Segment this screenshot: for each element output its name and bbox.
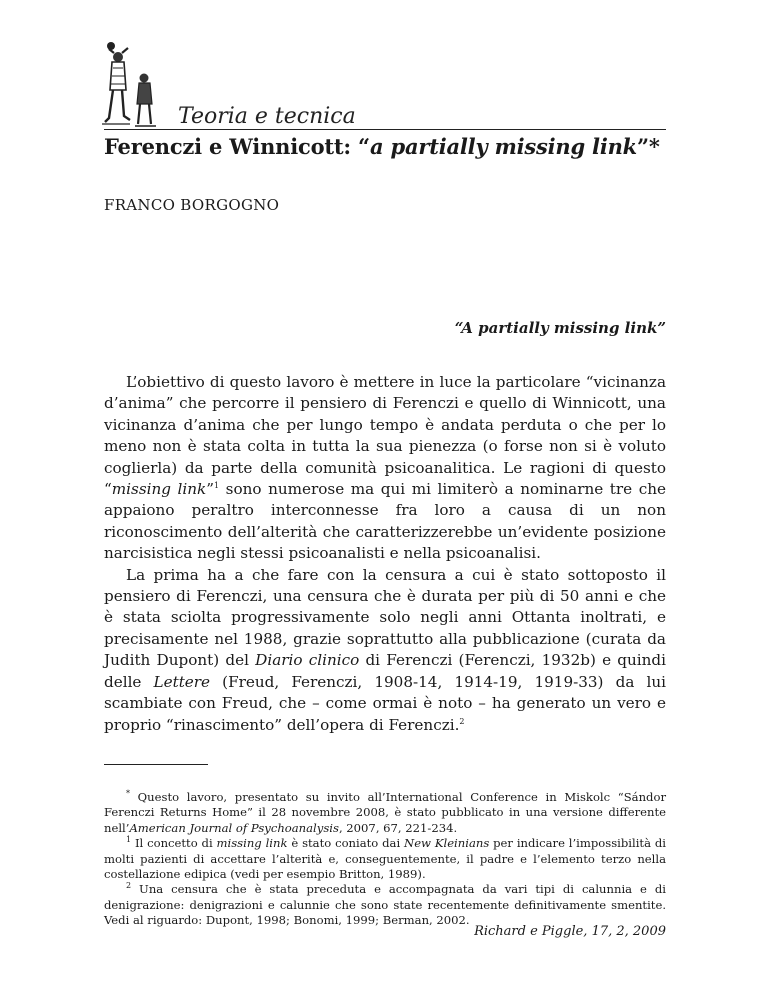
footnote-rule (104, 764, 208, 765)
footnote-ref-2[interactable]: 2 (459, 716, 465, 726)
text-run: L’obiettivo di questo lavoro è mettere in luce la particolare “vicinanza d’anima” che percorre il pensiero di Ferenczi e quello di Winnicott, una vicinanza d’anima che per lungo tempo è andata perduta o che per lo meno non è stata colta in tutta la sua pienezza (o forse non si è voluto coglierla) da parte della comunità psicoanalitica. Le ragioni di questo “ (104, 373, 666, 499)
text-run: per indicare l’impossibilità di molti pazienti di accettare l’alterità e, conseguentemente, il padre e l’elemento terzo nella costellazione edipica (vedi per esempio Britton, 1989). (104, 836, 666, 882)
paragraph-2 (104, 565, 666, 736)
paragraph-1 (104, 372, 666, 565)
text-run: Una censura che è stata preceduta e accompagnata da vari tipi di calunnia e di denigrazione: denigrazioni e calunnie che sono state recentemente definitivamente smentite. Vedi al riguardo: Dupont, 1998; Bonomi, 1999; Berman, 2002. (104, 882, 666, 928)
juggling-figures-illustration-icon (100, 40, 166, 132)
epigraph: “A partially missing link” (454, 319, 666, 337)
text-run: ” (206, 480, 214, 499)
journal-citation: Richard e Piggle, 17, 2, 2009 (474, 924, 666, 939)
footnotes (104, 790, 666, 929)
body-text (104, 372, 666, 736)
title-prefix: Ferenczi e Winnicott: “ (104, 134, 370, 159)
footnote-mark: 2 (126, 881, 132, 891)
footnote-ref-1[interactable]: 1 (214, 480, 220, 490)
text-run: La prima ha a che fare con la censura a cui è stato sottoposto il pensiero di Ferenczi, una censura che è durata per più di 50 anni e che è stata sciolta progressivamente solo negli anni Ottanta inoltrati, e precisamente nel 1988, grazie soprattutto alla pubblicazione (curata da Judith Dupont) del (104, 565, 666, 670)
text-run: Il concetto di (131, 836, 217, 851)
text-run: sono numerose ma qui mi limiterò a nominarne tre che appaiono peraltro interconnesse fra loro a causa di un non riconoscimento dell’alterità che caratterizzerebbe un’evidente posizione narcisistica negli stessi psicoanalisti e nella psicoanalisi. (104, 480, 666, 563)
footnote-star (104, 790, 666, 836)
header-rule (104, 129, 666, 130)
title-suffix: ”* (637, 134, 660, 159)
section-heading: Teoria e tecnica (178, 104, 356, 129)
text-run-italic: American Journal of Psychoanalysis (129, 820, 339, 835)
footnote-mark: 1 (126, 835, 132, 845)
text-run-italic: Lettere (153, 672, 211, 691)
title-italic: a partially missing link (369, 134, 638, 159)
footnote-mark: * (126, 789, 130, 799)
text-run-italic: missing link (216, 836, 288, 851)
text-run: (Freud, Ferenczi, 1908-14, 1914-19, 1919-33) da lui scambiate con Freud, che – come ormai è noto – ha generato un vero e proprio “rinascimento” dell’opera di Ferenczi. (104, 672, 666, 734)
text-run-italic: New Kleinians (404, 836, 490, 851)
author-name: FRANCO BORGOGNO (104, 196, 280, 214)
footnote-1 (104, 836, 666, 882)
text-run-italic: missing link (111, 480, 207, 499)
text-run: di Ferenczi (Ferenczi, 1932b) e quindi delle (104, 651, 667, 691)
text-run: Questo lavoro, presentato su invito all’International Conference in Miskolc “Sándor Ferenczi Returns Home” il 28 novembre 2008, è stato pubblicato in una versione differente nell’ (104, 790, 666, 835)
text-run-italic: Diario clinico (255, 651, 360, 670)
text-run: , 2007, 67, 221-234. (338, 820, 458, 835)
footnote-2 (104, 882, 666, 928)
text-run: è stato coniato dai (287, 836, 405, 851)
article-title (104, 134, 660, 159)
